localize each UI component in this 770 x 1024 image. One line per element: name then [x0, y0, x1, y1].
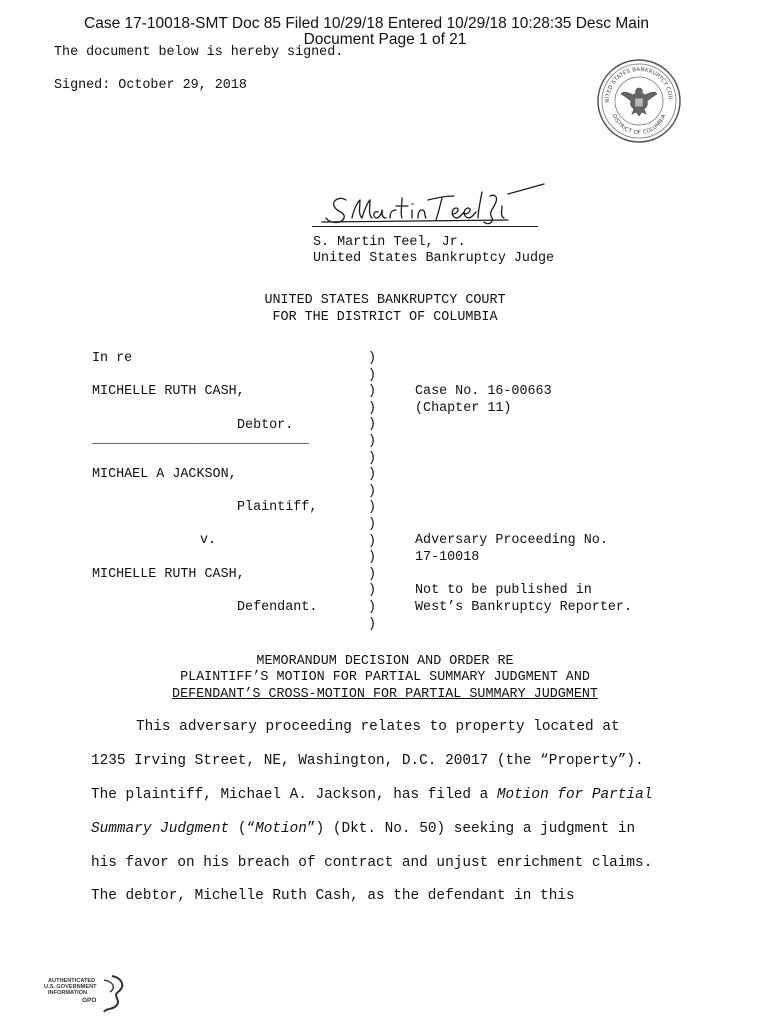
caption-paren-column: ) ) ) ) ) ) ) ) ) ) ) ) ) ) ) ) ) [368, 351, 377, 632]
memo-title-line3: DEFENDANT’S CROSS-MOTION FOR PARTIAL SUMMARY JUDGMENT [172, 687, 598, 702]
memo-title-line2: PLAINTIFF’S MOTION FOR PARTIAL SUMMARY JUDGMENT AND [180, 670, 590, 685]
caption-plaintiff-name: MICHAEL A JACKSON, [92, 467, 237, 482]
body-line-3 [91, 787, 691, 803]
caption-versus: v. [200, 533, 217, 548]
caption-defendant-name: MICHELLE RUTH CASH, [92, 567, 245, 582]
svg-text:DISTRICT OF COLUMBIA: DISTRICT OF COLUMBIA [610, 113, 668, 137]
body-line-5: his favor on his breach of contract and unjust enrichment claims. [91, 855, 653, 871]
body-line-6: The debtor, Michelle Ruth Cash, as the defendant in this [91, 888, 575, 904]
signature-line [312, 226, 538, 227]
adversary-label: Adversary Proceeding No. [415, 533, 608, 548]
ecf-header-line1: Case 17-10018-SMT Doc 85 Filed 10/29/18 Entered 10/29/18 10:28:35 Desc Main [84, 15, 649, 32]
signed-date: Signed: October 29, 2018 [54, 78, 247, 93]
ecf-header-line2: Document Page 1 of 21 [303, 31, 467, 48]
case-chapter: (Chapter 11) [415, 401, 512, 416]
memo-title-line1: MEMORANDUM DECISION AND ORDER RE [256, 654, 514, 669]
handwritten-signature-icon [312, 182, 548, 228]
body-line-2: 1235 Irving Street, NE, Washington, D.C. 20017 (the “Property”). [91, 753, 644, 769]
court-name-line2: FOR THE DISTRICT OF COLUMBIA [272, 310, 498, 325]
not-published-line1: Not to be published in [415, 583, 592, 598]
judge-title: United States Bankruptcy Judge [313, 251, 555, 266]
motion-title-part1: Motion for Partial [496, 787, 653, 803]
motion-title-part2: Summary Judgment [91, 821, 230, 837]
caption-plaintiff-label: Plaintiff, [237, 500, 318, 515]
svg-text:INFORMATION: INFORMATION [48, 990, 88, 996]
memo-title-line3-wrap [0, 687, 770, 702]
svg-text:U.S. GOVERNMENT: U.S. GOVERNMENT [44, 984, 97, 990]
svg-text:AUTHENTICATED: AUTHENTICATED [48, 978, 96, 984]
body-line-4b: (“ [229, 821, 256, 837]
svg-text:UNITED STATES BANKRUPTCY COURT: NITED STATES BANKRUPTCY COU [604, 66, 674, 103]
judge-name: S. Martin Teel, Jr. [313, 235, 466, 250]
case-number: Case No. 16-00663 [415, 384, 552, 399]
caption-debtor-label: Debtor. [237, 418, 294, 433]
svg-text:GPO: GPO [82, 997, 97, 1004]
body-line-1: This adversary proceeding relates to property located at [136, 719, 620, 735]
caption-divider: ___________________________ [92, 432, 309, 447]
signed-notice-line1: The document below is hereby signed. [54, 45, 344, 60]
caption-debtor-name: MICHELLE RUTH CASH, [92, 384, 245, 399]
caption-defendant-label: Defendant. [237, 600, 318, 615]
body-line-4 [91, 821, 691, 837]
body-line-4d: ”) (Dkt. No. 50) seeking a judgment in [306, 821, 636, 837]
motion-short-name: Motion [255, 821, 307, 837]
adversary-number: 17-10018 [415, 550, 480, 565]
gpo-authenticated-logo-icon [42, 972, 132, 1018]
caption-in-re: In re [92, 351, 133, 366]
court-name-line1: UNITED STATES BANKRUPTCY COURT [264, 293, 506, 308]
not-published-line2: West’s Bankruptcy Reporter. [415, 600, 632, 615]
court-seal-icon [596, 58, 682, 144]
body-line-3a: The plaintiff, Michael A. Jackson, has filed a [91, 787, 497, 803]
